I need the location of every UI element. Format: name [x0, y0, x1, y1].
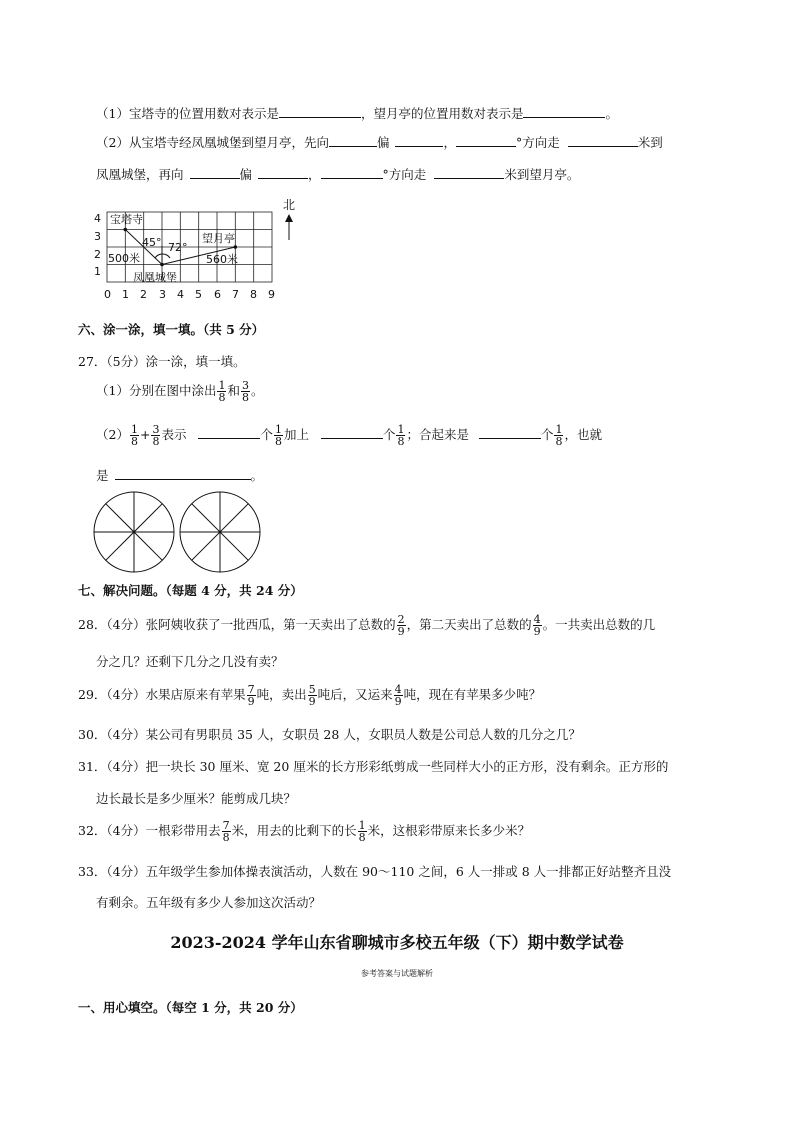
- label-dist-left: 500米: [108, 252, 140, 265]
- q28-line2: 分之几？还剩下几分之几没有卖？: [96, 654, 284, 669]
- y-tick: 1: [94, 265, 101, 278]
- fraction: $\frac{4}{9}$: [394, 683, 402, 708]
- q26-part2-line1: （2）从宝塔寺经凤凰城堡到望月亭，先向 偏 ， °方向走 米到: [96, 135, 663, 150]
- q33-line1: 33．（4分）五年级学生参加体操表演活动，人数在 90～110 之间，6 人一排或 8 人一排都正好站整齐且没: [78, 864, 672, 879]
- q27-part2-line2: 是 。: [96, 468, 264, 483]
- x-tick: 6: [214, 288, 221, 301]
- q33-line2: 有剩余。五年级有多少人参加这次活动？: [96, 895, 322, 910]
- fraction: $\frac{1}{8}$: [555, 423, 563, 448]
- q27-heading: 27．（5分）涂一涂，填一填。: [78, 354, 246, 369]
- q29: 29．（4分）水果店原来有苹果 $\frac{7}{9}$ 吨，卖出 $\frac{5}{9}$ 吨后，又运来 $\frac{4}{9}$ 吨，现在有苹果多少吨？: [78, 683, 542, 708]
- fraction: $\frac{2}{9}$: [397, 613, 405, 638]
- label-angle-right: 72°: [168, 241, 188, 254]
- fraction: $\frac{1}{8}$: [218, 379, 226, 404]
- answer-blank[interactable]: [198, 426, 260, 439]
- label-castle: 凤凰城堡: [133, 271, 177, 284]
- fraction: $\frac{1}{8}$: [358, 819, 366, 844]
- x-tick: 1: [122, 288, 129, 301]
- q27-part1: （1）分别在图中涂出 $\frac{1}{8}$ 和 $\frac{3}{8}$ 。: [96, 379, 264, 404]
- answer-key-subtitle: 参考答案与试题解析: [361, 969, 433, 978]
- q30: 30．（4分）某公司有男职员 35 人，女职员 28 人，女职员人数是公司总人数的几分之几？: [78, 727, 581, 742]
- fraction: $\frac{7}{8}$: [222, 819, 230, 844]
- section-6-heading: 六、涂一涂，填一填。（共 5 分）: [78, 322, 265, 337]
- fraction: $\frac{7}{9}$: [247, 683, 255, 708]
- answer-blank[interactable]: [321, 166, 383, 179]
- label-dist-right: 560米: [206, 253, 238, 266]
- fraction: $\frac{4}{9}$: [533, 613, 541, 638]
- q27-part2-line1: （2） $\frac{1}{8}$ + $\frac{3}{8}$ 表示 个 $\frac{1}{8}$ 加上 个 $\frac{1}{8}$ ；合起来是 个 $\frac{1}{8}$ ，也就: [96, 423, 602, 448]
- fraction: $\frac{1}{8}$: [130, 423, 138, 448]
- fraction: $\frac{1}{8}$: [274, 423, 282, 448]
- x-tick: 3: [159, 288, 166, 301]
- north-label: 北: [283, 198, 296, 212]
- x-tick: 4: [177, 288, 184, 301]
- x-tick: 9: [268, 288, 275, 301]
- fraction: $\frac{3}{8}$: [241, 379, 249, 404]
- answer-blank[interactable]: [479, 426, 541, 439]
- point-castle: [160, 263, 164, 267]
- y-tick: 3: [94, 230, 101, 243]
- y-tick: 2: [94, 248, 101, 261]
- q32: 32．（4分）一根彩带用去 $\frac{7}{8}$ 米，用去的比剩下的长 $\frac{1}{8}$ 米，这根彩带原来长多少米？: [78, 819, 531, 844]
- answer-blank[interactable]: [190, 166, 240, 179]
- x-tick: 5: [195, 288, 202, 301]
- x-tick: 2: [140, 288, 147, 301]
- y-tick: 4: [94, 212, 101, 225]
- section-1-heading: 一、用心填空。（每空 1 分，共 20 分）: [78, 1000, 303, 1015]
- answer-key-title: 2023-2024 学年山东省聊城市多校五年级（下）期中数学试卷: [170, 933, 624, 952]
- label-pavilion: 望月亭: [202, 232, 235, 245]
- fraction: $\frac{3}{8}$: [152, 423, 160, 448]
- answer-blank[interactable]: [329, 134, 377, 147]
- answer-blank[interactable]: [321, 426, 383, 439]
- q31-line2: 边长最长是多少厘米？能剪成几块？: [96, 791, 297, 806]
- answer-blank[interactable]: [568, 134, 638, 147]
- q26-part2-line2: 凤凰城堡，再向 偏 ， °方向走 米到望月亭。: [96, 167, 580, 182]
- x-tick: 7: [232, 288, 239, 301]
- answer-blank[interactable]: [434, 166, 504, 179]
- q31-line1: 31．（4分）把一块长 30 厘米、宽 20 厘米的长方形彩纸剪成一些同样大小的正方形，没有剩余。正方形的: [78, 759, 669, 774]
- point-pavilion: [234, 245, 238, 249]
- fraction-circles: [92, 490, 262, 576]
- label-angle-left: 45°: [142, 236, 162, 249]
- x-tick: 8: [250, 288, 257, 301]
- q28-line1: 28．（4分）张阿姨收获了一批西瓜，第一天卖出了总数的 $\frac{2}{9}$ ，第二天卖出了总数的 $\frac{4}{9}$ 。一共卖出总数的几: [78, 613, 656, 638]
- q26-part1: （1）宝塔寺的位置用数对表示是 ，望月亭的位置用数对表示是 。: [96, 106, 618, 121]
- answer-blank[interactable]: [279, 105, 361, 118]
- answer-blank[interactable]: [523, 105, 605, 118]
- map-figure: [88, 196, 310, 306]
- x-tick: 0: [104, 288, 111, 301]
- fraction: $\frac{1}{8}$: [397, 423, 405, 448]
- north-arrow-icon: [285, 214, 293, 240]
- label-pagoda: 宝塔寺: [110, 213, 143, 226]
- answer-blank[interactable]: [258, 166, 308, 179]
- section-7-heading: 七、解决问题。（每题 4 分，共 24 分）: [78, 583, 303, 598]
- point-pagoda: [124, 228, 128, 232]
- answer-blank[interactable]: [115, 467, 251, 480]
- fraction: $\frac{5}{9}$: [308, 683, 316, 708]
- answer-blank[interactable]: [395, 134, 443, 147]
- answer-blank[interactable]: [456, 134, 516, 147]
